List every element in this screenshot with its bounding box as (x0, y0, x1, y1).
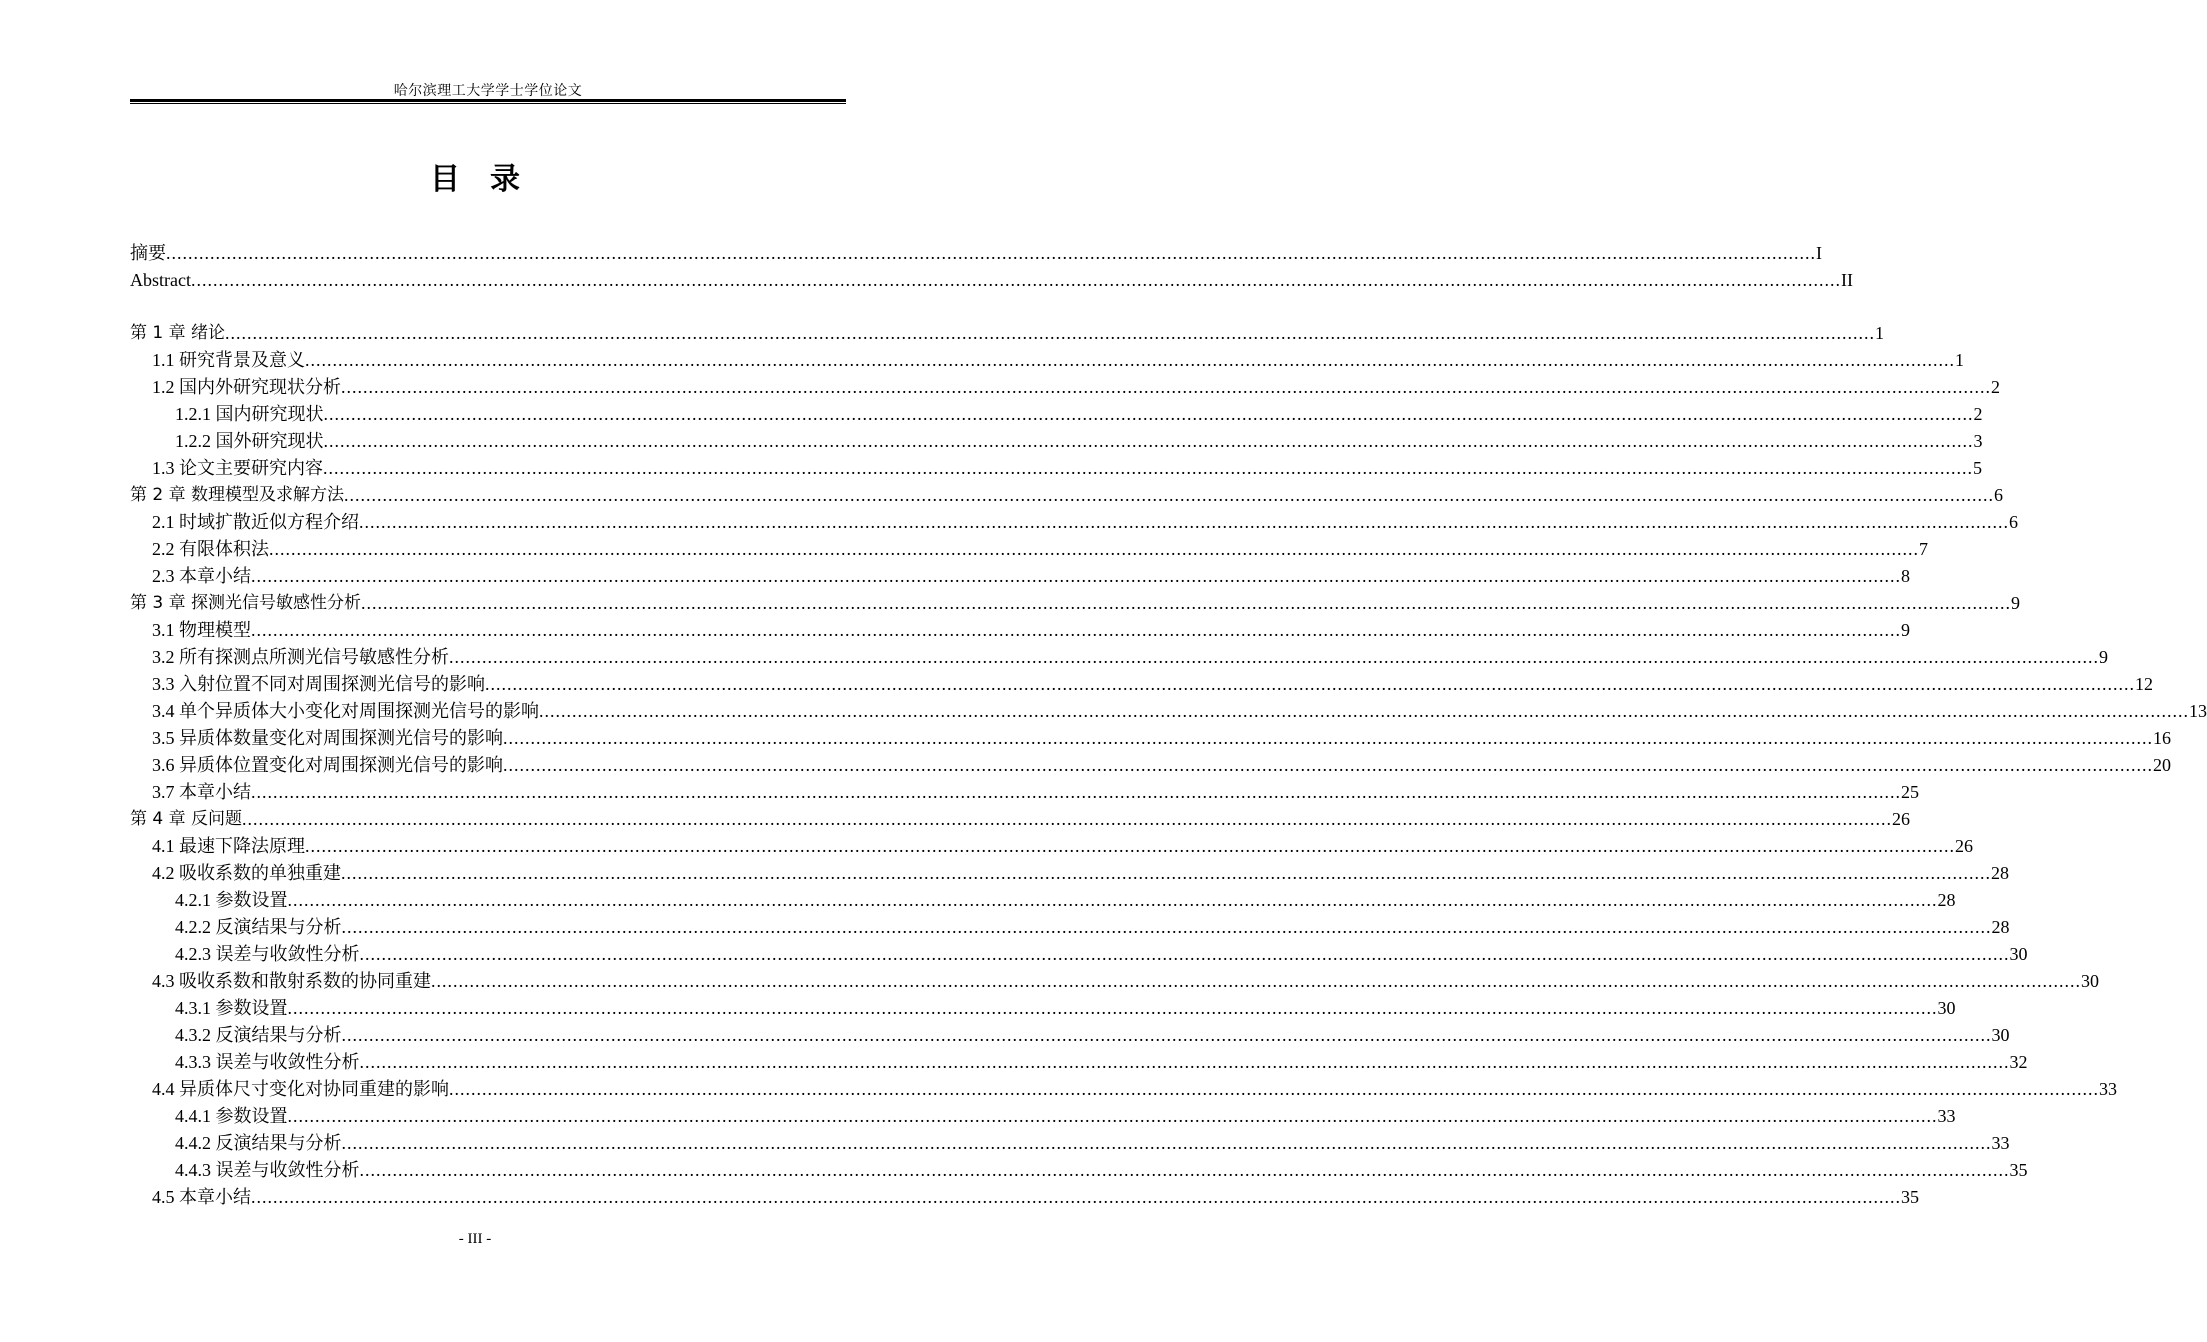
toc-entry-page: 8 (1901, 566, 1910, 586)
toc-chapter-entry[interactable] (130, 320, 1885, 347)
toc-leader-dots: ............................................................................................................................................................................................................................................................................................................ (305, 350, 1955, 370)
toc-entry-label: 第 2 章 数理模型及求解方法 (130, 485, 345, 505)
header-rule-thin (130, 103, 846, 104)
toc-entry-label: 4.2.2 反演结果与分析 (175, 917, 342, 937)
toc-section-entry[interactable] (130, 725, 2171, 752)
toc-leader-dots: ............................................................................................................................................................................................................................................................................................................ (341, 863, 1991, 883)
toc-section-entry[interactable] (130, 401, 1983, 428)
toc-entry-page: 20 (2153, 755, 2171, 775)
toc-entry-label: 3.2 所有探测点所测光信号敏感性分析 (152, 647, 449, 667)
toc-entry-label: 2.2 有限体积法 (152, 539, 269, 559)
toc-leader-dots: ............................................................................................................................................................................................................................................................................................................ (323, 458, 1973, 478)
header-rule-thick (130, 99, 846, 102)
toc-leader-dots: ............................................................................................................................................................................................................................................................................................................ (225, 323, 1876, 343)
toc-section-entry[interactable] (130, 779, 1919, 806)
toc-leader-dots: ............................................................................................................................................................................................................................................................................................................ (166, 243, 1816, 263)
toc-entry-label: 2.3 本章小结 (152, 566, 251, 586)
toc-entry-label: 3.7 本章小结 (152, 782, 251, 802)
toc-entry-page: 9 (1901, 620, 1910, 640)
toc-entry-label: 4.4.3 误差与收敛性分析 (175, 1160, 360, 1180)
toc-chapter-list (130, 320, 2207, 1211)
toc-entry-page: II (1840, 270, 1853, 290)
toc-entry-page: 30 (2081, 971, 2099, 991)
toc-entry-page: 30 (2009, 944, 2028, 964)
toc-leader-dots: ............................................................................................................................................................................................................................................................................................................ (485, 674, 2135, 694)
toc-spacer (130, 294, 844, 320)
toc-entry-page: 35 (2009, 1160, 2028, 1180)
toc-entry-abstract-cn[interactable] (130, 240, 1822, 267)
toc-leader-dots: ............................................................................................................................................................................................................................................................................................................ (359, 944, 2010, 964)
toc-chapter-entry[interactable] (130, 806, 1911, 833)
toc-entry-page: 5 (1973, 458, 1982, 478)
toc-entry-label: 3.4 单个异质体大小变化对周围探测光信号的影响 (152, 701, 539, 721)
toc-entry-page: 1 (1955, 350, 1964, 370)
page-number: - III - (458, 1231, 492, 1247)
toc-leader-dots: ............................................................................................................................................................................................................................................................................................................ (449, 1079, 2099, 1099)
toc-entry-label: 4.4.1 参数设置 (175, 1106, 288, 1126)
toc-entry-label: 第 1 章 绪论 (130, 323, 226, 343)
toc-chapter-entry[interactable] (130, 482, 2004, 509)
toc-leader-dots: ............................................................................................................................................................................................................................................................................................................ (305, 836, 1955, 856)
toc-entry-label: 1.2.2 国外研究现状 (175, 431, 324, 451)
toc-entry-label: 4.3.2 反演结果与分析 (175, 1025, 342, 1045)
toc-leader-dots: ............................................................................................................................................................................................................................................................................................................ (287, 890, 1938, 910)
toc-entry-label: 3.6 异质体位置变化对周围探测光信号的影响 (152, 755, 503, 775)
toc-entry-label: 第 4 章 反问题 (130, 809, 243, 829)
toc-section-entry[interactable] (130, 752, 2171, 779)
toc-title: 目录 (430, 162, 550, 197)
toc-entry-label: 3.5 异质体数量变化对周围探测光信号的影响 (152, 728, 503, 748)
toc-section-entry[interactable] (130, 1076, 2117, 1103)
toc-entry-page: 30 (1937, 998, 1956, 1018)
toc-section-entry[interactable] (130, 860, 2009, 887)
toc-entry-page: 13 (2189, 701, 2207, 721)
toc-section-entry[interactable] (130, 671, 2153, 698)
toc-leader-dots: ............................................................................................................................................................................................................................................................................................................ (287, 998, 1938, 1018)
toc-entry-page: 32 (2009, 1052, 2028, 1072)
toc-leader-dots: ............................................................................................................................................................................................................................................................................................................ (539, 701, 2189, 721)
toc-entry-page: 6 (1994, 485, 2004, 505)
toc-entry-page: 1 (1875, 323, 1885, 343)
toc-entry-label: 1.2 国内外研究现状分析 (152, 377, 341, 397)
toc-leader-dots: ............................................................................................................................................................................................................................................................................................................ (251, 782, 1901, 802)
toc-leader-dots: ............................................................................................................................................................................................................................................................................................................ (242, 809, 1893, 829)
toc-section-entry[interactable] (130, 536, 1928, 563)
toc-entry-label: 4.3.1 参数设置 (175, 998, 288, 1018)
toc-leader-dots: ............................................................................................................................................................................................................................................................................................................ (359, 512, 2009, 532)
toc-entry-page: 33 (2099, 1079, 2117, 1099)
toc-entry-page: 2 (1973, 404, 1983, 424)
toc-section-entry[interactable] (130, 509, 2018, 536)
toc-section-entry[interactable] (130, 1022, 2010, 1049)
toc-entry-label: 4.3.3 误差与收敛性分析 (175, 1052, 360, 1072)
toc-entry-label: 1.2.1 国内研究现状 (175, 404, 324, 424)
toc-leader-dots: ............................................................................................................................................................................................................................................................................................................ (251, 1187, 1901, 1207)
toc-leader-dots: ............................................................................................................................................................................................................................................................................................................ (449, 647, 2099, 667)
toc-entry-label: 4.2 吸收系数的单独重建 (152, 863, 341, 883)
toc-entry-page: 16 (2153, 728, 2171, 748)
toc-entry-label: 1.3 论文主要研究内容 (152, 458, 323, 478)
toc-leader-dots: ............................................................................................................................................................................................................................................................................................................ (323, 404, 1974, 424)
toc-entry-page: 25 (1901, 782, 1919, 802)
toc-entry-abstract-en[interactable] (130, 267, 1853, 294)
toc-entry-label: 4.3 吸收系数和散射系数的协同重建 (152, 971, 431, 991)
toc-section-entry[interactable] (130, 968, 2099, 995)
toc-section-entry[interactable] (130, 617, 1910, 644)
toc-entry-page: 3 (1973, 431, 1983, 451)
toc-section-entry[interactable] (130, 1130, 2010, 1157)
page-header: 哈尔滨理工大学学士学位论文 (393, 84, 583, 99)
toc-leader-dots: ............................................................................................................................................................................................................................................................................................................ (359, 1052, 2010, 1072)
toc-leader-dots: ............................................................................................................................................................................................................................................................................................................ (287, 1106, 1938, 1126)
toc-leader-dots: ............................................................................................................................................................................................................................................................................................................ (503, 728, 2153, 748)
toc-leader-dots: ............................................................................................................................................................................................................................................................................................................ (341, 1133, 1992, 1153)
toc-entry-label: 摘要 (130, 243, 166, 263)
toc-entry-label: 4.5 本章小结 (152, 1187, 251, 1207)
toc-entry-page: 28 (1937, 890, 1956, 910)
toc-leader-dots: ............................................................................................................................................................................................................................................................................................................ (341, 1025, 1992, 1045)
toc-entry-label: 4.1 最速下降法原理 (152, 836, 305, 856)
toc-section-entry[interactable] (130, 1103, 1956, 1130)
toc-section-entry[interactable] (130, 833, 1973, 860)
toc-section-entry[interactable] (130, 455, 1982, 482)
toc-entry-page: 6 (2009, 512, 2018, 532)
toc-entry-label: 2.1 时域扩散近似方程介绍 (152, 512, 359, 532)
toc-leader-dots: ............................................................................................................................................................................................................................................................................................................ (251, 566, 1901, 586)
toc-entry-label: 4.2.1 参数设置 (175, 890, 288, 910)
table-of-contents (130, 240, 2207, 1211)
toc-leader-dots: ............................................................................................................................................................................................................................................................................................................ (341, 917, 1992, 937)
toc-section-entry[interactable] (130, 347, 1964, 374)
toc-section-entry[interactable] (130, 995, 1956, 1022)
toc-leader-dots: ............................................................................................................................................................................................................................................................................................................ (190, 270, 1841, 290)
toc-section-entry[interactable] (130, 941, 2028, 968)
toc-entry-page: 9 (2099, 647, 2108, 667)
toc-leader-dots: ............................................................................................................................................................................................................................................................................................................ (503, 755, 2153, 775)
toc-chapter-entry[interactable] (130, 590, 2021, 617)
toc-section-entry[interactable] (130, 644, 2108, 671)
toc-entry-page: 28 (1991, 863, 2009, 883)
toc-section-entry[interactable] (130, 1049, 2028, 1076)
toc-entry-page: 33 (1937, 1106, 1956, 1126)
toc-entry-page: 30 (1991, 1025, 2010, 1045)
toc-entry-page: I (1816, 243, 1822, 263)
toc-entry-label: 第 3 章 探测光信号敏感性分析 (130, 593, 362, 613)
toc-entry-page: 9 (2011, 593, 2021, 613)
toc-entry-page: 35 (1901, 1187, 1919, 1207)
toc-entry-page: 33 (1991, 1133, 2010, 1153)
toc-leader-dots: ............................................................................................................................................................................................................................................................................................................ (344, 485, 1995, 505)
toc-entry-label: 4.2.3 误差与收敛性分析 (175, 944, 360, 964)
toc-section-entry[interactable] (130, 374, 2000, 401)
toc-section-entry[interactable] (130, 1157, 2028, 1184)
toc-entry-page: 28 (1991, 917, 2010, 937)
toc-entry-page: 2 (1991, 377, 2000, 397)
toc-entry-label: 3.1 物理模型 (152, 620, 251, 640)
toc-entry-page: 26 (1892, 809, 1911, 829)
toc-entry-label: 4.4.2 反演结果与分析 (175, 1133, 342, 1153)
toc-section-entry[interactable] (130, 887, 1956, 914)
toc-leader-dots: ............................................................................................................................................................................................................................................................................................................ (431, 971, 2081, 991)
toc-entry-page: 12 (2135, 674, 2153, 694)
toc-leader-dots: ............................................................................................................................................................................................................................................................................................................ (359, 1160, 2010, 1180)
toc-entry-label: 1.1 研究背景及意义 (152, 350, 305, 370)
toc-entry-label: 3.3 入射位置不同对周围探测光信号的影响 (152, 674, 485, 694)
toc-leader-dots: ............................................................................................................................................................................................................................................................................................................ (251, 620, 1901, 640)
toc-leader-dots: ............................................................................................................................................................................................................................................................................................................ (341, 377, 1991, 397)
toc-section-entry[interactable] (130, 914, 2010, 941)
toc-entry-label: Abstract (130, 270, 191, 290)
toc-section-entry[interactable] (130, 1184, 1919, 1211)
toc-leader-dots: ............................................................................................................................................................................................................................................................................................................ (361, 593, 2012, 613)
toc-section-entry[interactable] (130, 428, 1983, 455)
toc-section-entry[interactable] (130, 563, 1910, 590)
toc-entry-page: 26 (1955, 836, 1973, 856)
toc-entry-page: 7 (1919, 539, 1928, 559)
toc-leader-dots: ............................................................................................................................................................................................................................................................................................................ (323, 431, 1974, 451)
toc-leader-dots: ............................................................................................................................................................................................................................................................................................................ (269, 539, 1919, 559)
toc-section-entry[interactable] (130, 698, 2207, 725)
toc-entry-label: 4.4 异质体尺寸变化对协同重建的影响 (152, 1079, 449, 1099)
